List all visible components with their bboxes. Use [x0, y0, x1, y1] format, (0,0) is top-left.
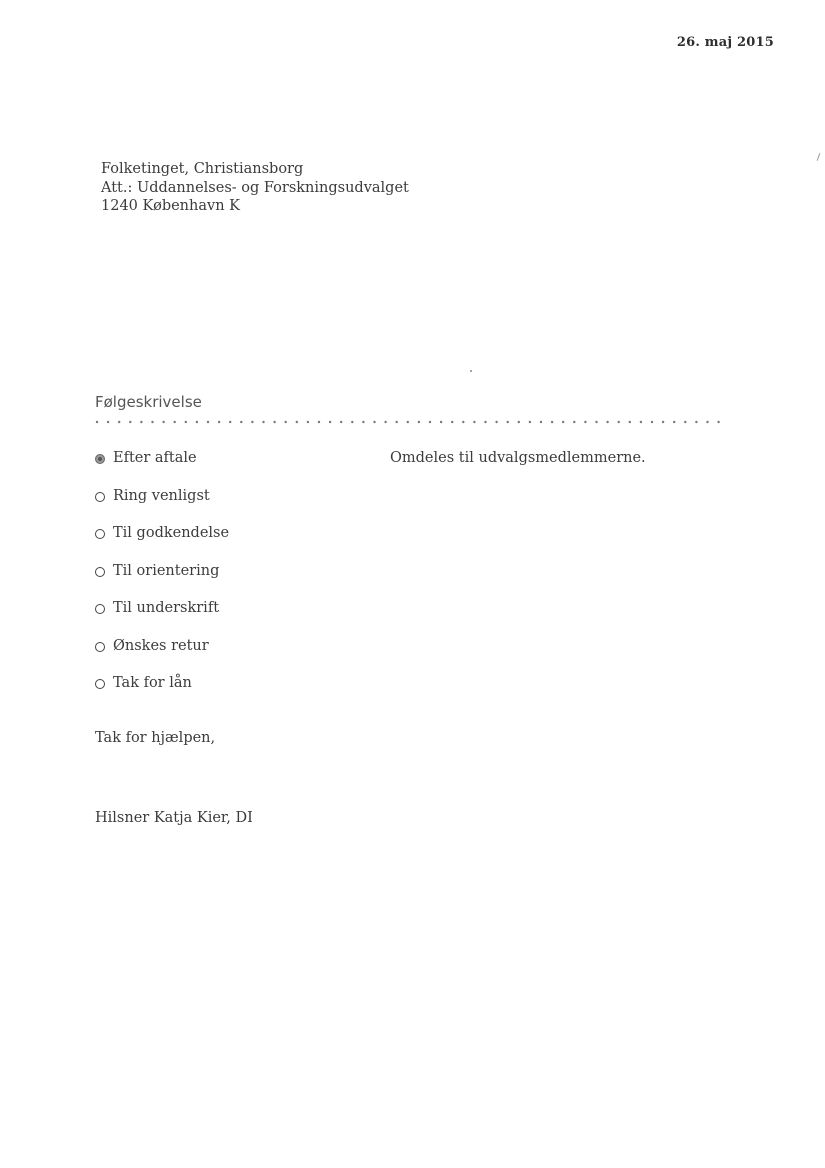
option-til-godkendelse[interactable]: [95, 525, 229, 563]
radio-empty-icon[interactable]: [95, 492, 105, 502]
option-ring-venligst[interactable]: [95, 488, 229, 526]
closing-thanks: Tak for hjælpen,: [95, 730, 216, 746]
option-label: Til underskrift: [113, 600, 220, 616]
option-label: Tak for lån: [113, 675, 192, 691]
option-label: Til orientering: [113, 562, 220, 579]
recipient-line-3: 1240 København K: [101, 198, 240, 214]
radio-empty-icon[interactable]: [95, 567, 105, 577]
option-onskes-retur[interactable]: [95, 638, 229, 676]
option-list: [95, 450, 229, 713]
recipient-line-2: Att.: Uddannelses- og Forskningsudvalget: [101, 179, 409, 196]
signature-line: Hilsner Katja Kier, DI: [95, 810, 253, 826]
option-tak-for-laan[interactable]: [95, 675, 229, 713]
option-label: Efter aftale: [113, 450, 197, 466]
option-label: Ønskes retur: [113, 637, 209, 654]
option-label: Ring venligst: [113, 487, 210, 504]
dotted-divider: [95, 420, 725, 424]
radio-empty-icon[interactable]: [95, 604, 105, 614]
scan-speck: [470, 370, 472, 372]
option-label: Til godkendelse: [113, 525, 230, 541]
document-date: 26. maj 2015: [676, 35, 774, 50]
radio-empty-icon[interactable]: [95, 679, 105, 689]
distribution-note: Omdeles til udvalgsmedlemmerne.: [390, 450, 646, 466]
radio-empty-icon[interactable]: [95, 529, 105, 539]
recipient-address: [101, 160, 409, 216]
radio-checked-icon[interactable]: [95, 454, 105, 464]
recipient-line-1: Folketinget, Christiansborg: [101, 161, 304, 177]
radio-empty-icon[interactable]: [95, 642, 105, 652]
form-title: Følgeskrivelse: [95, 393, 202, 411]
option-efter-aftale[interactable]: [95, 450, 229, 488]
option-til-underskrift[interactable]: [95, 600, 229, 638]
scan-mark: [817, 153, 821, 161]
option-til-orientering[interactable]: [95, 563, 229, 601]
